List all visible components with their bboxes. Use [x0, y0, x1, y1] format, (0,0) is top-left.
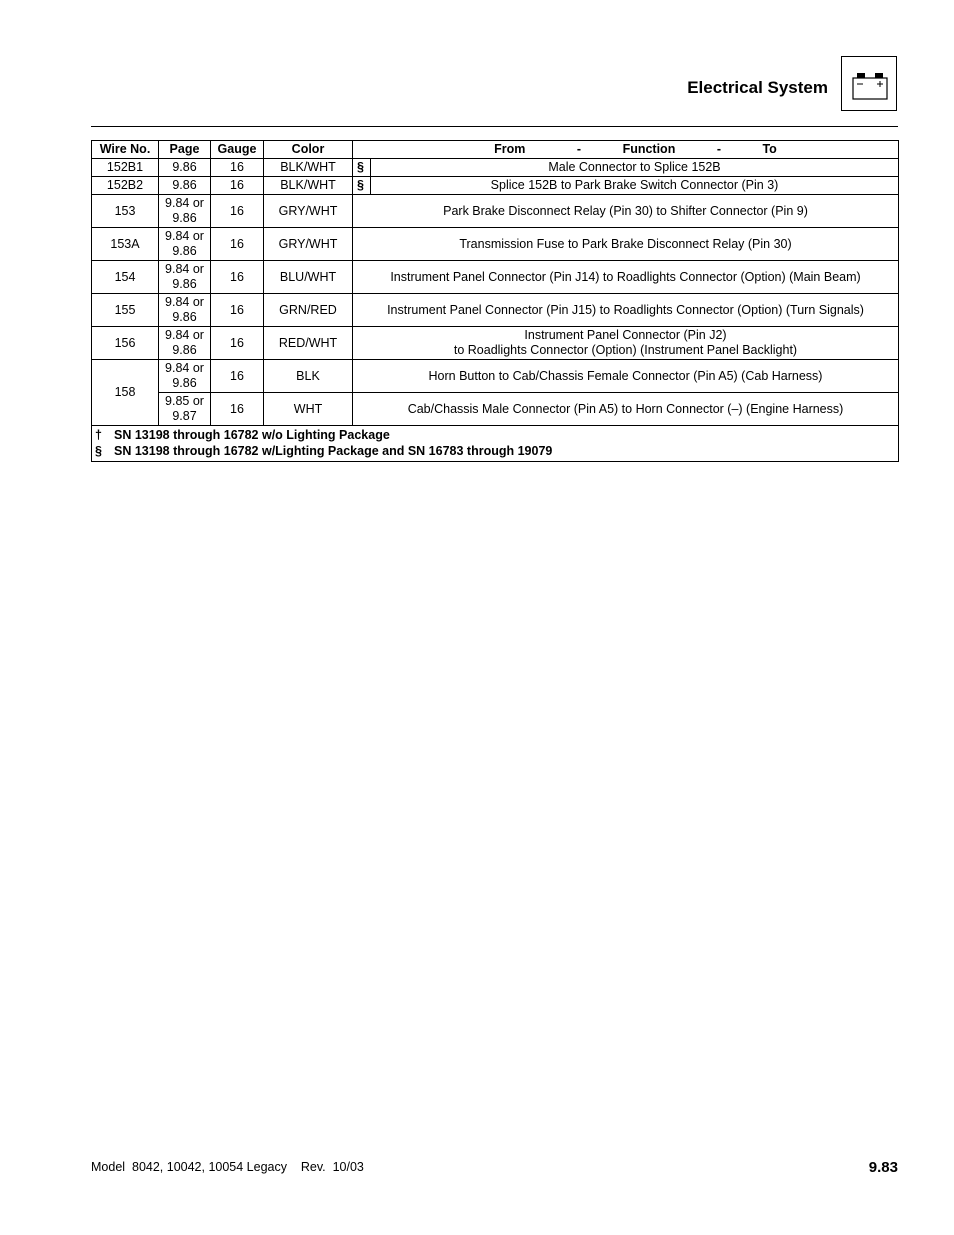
description-cell: Park Brake Disconnect Relay (Pin 30) to Shifter Connector (Pin 9) — [353, 195, 899, 228]
color-cell: BLK — [264, 360, 353, 393]
page-line: 9.86 — [172, 277, 197, 291]
description-cell: Instrument Panel Connector (Pin J15) to Roadlights Connector (Option) (Turn Signals) — [353, 294, 899, 327]
symbol-cell: § — [353, 159, 371, 177]
page-cell — [159, 393, 211, 426]
description-cell — [353, 327, 899, 360]
page-line: 9.86 — [172, 244, 197, 258]
page-cell — [159, 261, 211, 294]
wire-no-cell: 152B2 — [92, 177, 159, 195]
page-cell — [159, 327, 211, 360]
color-cell: GRY/WHT — [264, 228, 353, 261]
col-color: Color — [264, 141, 353, 159]
footnote-mark: § — [95, 444, 102, 458]
wire-no-cell: 153A — [92, 228, 159, 261]
color-cell: BLK/WHT — [264, 159, 353, 177]
table-row — [92, 177, 899, 195]
col-to: To — [762, 142, 777, 156]
gauge-cell: 16 — [211, 195, 264, 228]
page-line: 9.84 or — [165, 229, 204, 243]
page-line: 9.84 or — [165, 196, 204, 210]
table-row — [92, 159, 899, 177]
footer-model-info: Model 8042, 10042, 10054 Legacy Rev. 10/03 — [91, 1160, 364, 1174]
page-line: 9.84 or — [165, 361, 204, 375]
table-row — [92, 327, 899, 360]
symbol-cell: § — [353, 177, 371, 195]
page-cell — [159, 228, 211, 261]
col-wire-no: Wire No. — [92, 141, 159, 159]
notes-row — [92, 426, 899, 462]
wire-no-cell: 156 — [92, 327, 159, 360]
description-cell: Male Connector to Splice 152B — [371, 159, 899, 177]
color-cell: RED/WHT — [264, 327, 353, 360]
col-dash-2: - — [716, 142, 721, 156]
gauge-cell: 16 — [211, 159, 264, 177]
table-row — [92, 195, 899, 228]
page-cell: 9.86 — [159, 177, 211, 195]
page-line: 9.87 — [172, 409, 197, 423]
page-line: 9.85 or — [165, 394, 204, 408]
page-line: 9.84 or — [165, 262, 204, 276]
description-cell: Instrument Panel Connector (Pin J14) to Roadlights Connector (Option) (Main Beam) — [353, 261, 899, 294]
gauge-cell: 16 — [211, 177, 264, 195]
color-cell: GRN/RED — [264, 294, 353, 327]
wire-no-cell: 153 — [92, 195, 159, 228]
page-line: 9.86 — [172, 376, 197, 390]
description-cell: Transmission Fuse to Park Brake Disconnect Relay (Pin 30) — [353, 228, 899, 261]
col-page: Page — [159, 141, 211, 159]
table-row — [92, 393, 899, 426]
footnote — [95, 427, 895, 443]
section-title: Electrical System — [687, 78, 828, 97]
description-cell: Splice 152B to Park Brake Switch Connector (Pin 3) — [371, 177, 899, 195]
page-number: 9.83 — [868, 1159, 898, 1176]
wire-table — [91, 140, 899, 462]
page-line: 9.84 or — [165, 295, 204, 309]
footnote-text: SN 13198 through 16782 w/o Lighting Package — [114, 428, 390, 442]
col-function: Function — [622, 142, 676, 156]
wire-no-cell: 152B1 — [92, 159, 159, 177]
col-from: From — [494, 142, 526, 156]
color-cell: GRY/WHT — [264, 195, 353, 228]
notes-cell — [92, 426, 899, 462]
table-header-row — [92, 141, 899, 159]
footnote-text: SN 13198 through 16782 w/Lighting Package and SN 16783 through 19079 — [114, 444, 553, 458]
color-cell: BLU/WHT — [264, 261, 353, 294]
page-line: 9.86 — [172, 343, 197, 357]
wire-no-cell: 155 — [92, 294, 159, 327]
col-gauge: Gauge — [211, 141, 264, 159]
page-line: 9.84 or — [165, 328, 204, 342]
gauge-cell: 16 — [211, 261, 264, 294]
footnote-mark: † — [95, 428, 102, 442]
description-cell: Cab/Chassis Male Connector (Pin A5) to Horn Connector (–) (Engine Harness) — [353, 393, 899, 426]
col-from-function-to — [353, 141, 899, 159]
description-line: Instrument Panel Connector (Pin J2) — [524, 328, 727, 342]
page-cell: 9.86 — [159, 159, 211, 177]
page-line: 9.86 — [172, 211, 197, 225]
gauge-cell: 16 — [211, 360, 264, 393]
color-cell: WHT — [264, 393, 353, 426]
footnote — [95, 443, 895, 459]
gauge-cell: 16 — [211, 294, 264, 327]
gauge-cell: 16 — [211, 393, 264, 426]
table-row — [92, 294, 899, 327]
description-line: to Roadlights Connector (Option) (Instrument Panel Backlight) — [453, 343, 798, 357]
gauge-cell: 16 — [211, 228, 264, 261]
page-cell — [159, 294, 211, 327]
table-row — [92, 261, 899, 294]
wire-no-cell: 158 — [92, 360, 159, 426]
table-row — [92, 360, 899, 393]
gauge-cell: 16 — [211, 327, 264, 360]
color-cell: BLK/WHT — [264, 177, 353, 195]
wire-no-cell: 154 — [92, 261, 159, 294]
table-row — [92, 228, 899, 261]
page-cell — [159, 195, 211, 228]
battery-icon — [841, 56, 897, 111]
description-cell: Horn Button to Cab/Chassis Female Connector (Pin A5) (Cab Harness) — [353, 360, 899, 393]
page-line: 9.86 — [172, 310, 197, 324]
page-cell — [159, 360, 211, 393]
col-dash-1: - — [576, 142, 582, 156]
header-divider — [91, 126, 898, 127]
